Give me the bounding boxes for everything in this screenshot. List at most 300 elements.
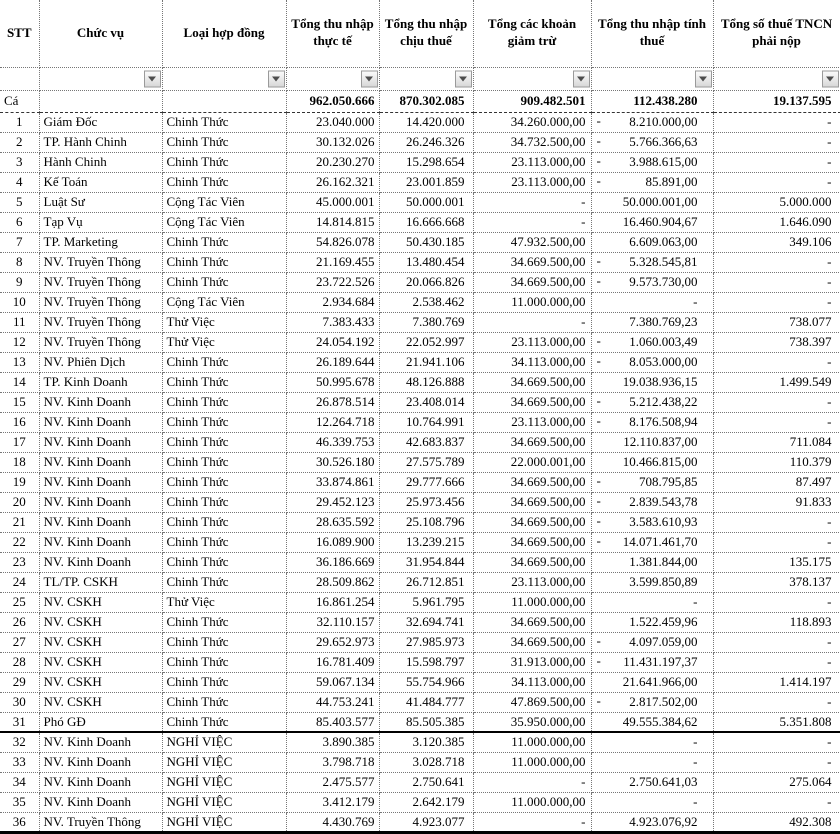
cell-chiu-thue[interactable]: 41.484.777 xyxy=(379,692,473,712)
cell-thuc-te[interactable]: 45.000.001 xyxy=(286,192,379,212)
cell-stt[interactable]: 5 xyxy=(0,192,39,212)
cell-tncn[interactable]: - xyxy=(713,752,840,772)
cell-thuc-te[interactable]: 12.264.718 xyxy=(286,412,379,432)
cell-tncn[interactable]: 378.137 xyxy=(713,572,840,592)
cell-stt[interactable]: 8 xyxy=(0,252,39,272)
cell-thuc-te[interactable]: 14.814.815 xyxy=(286,212,379,232)
cell-tinh-thue[interactable]: 19.038.936,15 xyxy=(591,372,713,392)
cell-chiu-thue[interactable]: 50.430.185 xyxy=(379,232,473,252)
cell-stt[interactable]: 22 xyxy=(0,532,39,552)
cell-stt[interactable]: 9 xyxy=(0,272,39,292)
header-chuc-vu[interactable]: Chức vụ xyxy=(39,0,162,67)
cell-hop-dong[interactable]: Chinh Thức xyxy=(162,392,286,412)
cell-stt[interactable]: 33 xyxy=(0,752,39,772)
header-thu-nhap-tinh-thue[interactable]: Tổng thu nhập tính thuế xyxy=(591,0,713,67)
cell-chuc-vu[interactable]: TP. Marketing xyxy=(39,232,162,252)
total-chiu-thue[interactable]: 870.302.085 xyxy=(379,90,473,112)
cell-stt[interactable]: 21 xyxy=(0,512,39,532)
cell-tncn[interactable]: - xyxy=(713,272,840,292)
cell-tinh-thue[interactable]: - 5.766.366,63 xyxy=(591,132,713,152)
cell-chiu-thue[interactable]: 26.712.851 xyxy=(379,572,473,592)
cell-chiu-thue[interactable]: 32.694.741 xyxy=(379,612,473,632)
cell-tncn[interactable]: 110.379 xyxy=(713,452,840,472)
cell-chuc-vu[interactable]: NV. Truyền Thông xyxy=(39,292,162,312)
cell-hop-dong[interactable]: NGHỈ VIỆC xyxy=(162,772,286,792)
cell-chuc-vu[interactable]: TL/TP. CSKH xyxy=(39,572,162,592)
cell-tinh-thue[interactable]: - 9.573.730,00 xyxy=(591,272,713,292)
cell-chuc-vu[interactable]: NV. Phiên Dịch xyxy=(39,352,162,372)
cell-chuc-vu[interactable]: NV. CSKH xyxy=(39,612,162,632)
header-thu-nhap-chiu-thue[interactable]: Tổng thu nhập chịu thuế xyxy=(379,0,473,67)
cell-hop-dong[interactable]: Chinh Thức xyxy=(162,272,286,292)
cell-giam-tru[interactable]: 23.113.000,00 xyxy=(473,332,591,352)
cell-tinh-thue[interactable]: - 85.891,00 xyxy=(591,172,713,192)
cell-chuc-vu[interactable]: NV. Kinh Doanh xyxy=(39,792,162,812)
cell-giam-tru[interactable]: 34.669.500,00 xyxy=(473,372,591,392)
cell-chuc-vu[interactable]: NV. Kinh Doanh xyxy=(39,512,162,532)
cell-hop-dong[interactable]: Chinh Thức xyxy=(162,512,286,532)
cell-tncn[interactable]: - xyxy=(713,172,840,192)
cell-tinh-thue[interactable]: 1.381.844,00 xyxy=(591,552,713,572)
cell-chiu-thue[interactable]: 20.066.826 xyxy=(379,272,473,292)
cell-stt[interactable]: 4 xyxy=(0,172,39,192)
cell-thuc-te[interactable]: 3.890.385 xyxy=(286,732,379,752)
header-thu-nhap-thuc-te[interactable]: Tổng thu nhập thực tế xyxy=(286,0,379,67)
cell-giam-tru[interactable]: 34.669.500,00 xyxy=(473,612,591,632)
cell-chuc-vu[interactable]: NV. Kinh Doanh xyxy=(39,472,162,492)
cell-tinh-thue[interactable]: - 5.212.438,22 xyxy=(591,392,713,412)
cell-hop-dong[interactable]: Chinh Thức xyxy=(162,132,286,152)
cell-chuc-vu[interactable]: Luật Sư xyxy=(39,192,162,212)
cell-hop-dong[interactable]: Thử Việc xyxy=(162,332,286,352)
total-giam-tru[interactable]: 909.482.501 xyxy=(473,90,591,112)
cell-tncn[interactable]: - xyxy=(713,732,840,752)
cell-chuc-vu[interactable]: NV. Kinh Doanh xyxy=(39,732,162,752)
cell-chiu-thue[interactable]: 26.246.326 xyxy=(379,132,473,152)
cell-tncn[interactable]: - xyxy=(713,412,840,432)
cell-stt[interactable]: 3 xyxy=(0,152,39,172)
cell-chuc-vu[interactable]: NV. Kinh Doanh xyxy=(39,532,162,552)
cell-hop-dong[interactable]: Chinh Thức xyxy=(162,652,286,672)
cell-hop-dong[interactable]: Chinh Thức xyxy=(162,532,286,552)
cell-tinh-thue[interactable]: - 1.060.003,49 xyxy=(591,332,713,352)
cell-stt[interactable]: 28 xyxy=(0,652,39,672)
cell-chiu-thue[interactable]: 10.764.991 xyxy=(379,412,473,432)
cell-thuc-te[interactable]: 23.040.000 xyxy=(286,112,379,132)
cell-hop-dong[interactable]: Chinh Thức xyxy=(162,432,286,452)
cell-giam-tru[interactable]: 34.669.500,00 xyxy=(473,272,591,292)
cell-tinh-thue[interactable]: - xyxy=(591,792,713,812)
cell-tncn[interactable]: - xyxy=(713,132,840,152)
cell-stt[interactable]: 6 xyxy=(0,212,39,232)
cell-tncn[interactable]: 91.833 xyxy=(713,492,840,512)
cell-stt[interactable]: 13 xyxy=(0,352,39,372)
cell-thuc-te[interactable]: 28.509.862 xyxy=(286,572,379,592)
cell-thuc-te[interactable]: 32.110.157 xyxy=(286,612,379,632)
cell-tncn[interactable]: 1.414.197 xyxy=(713,672,840,692)
filter-cell-tncn[interactable] xyxy=(713,67,840,90)
cell-thuc-te[interactable]: 36.186.669 xyxy=(286,552,379,572)
cell-giam-tru[interactable]: 23.113.000,00 xyxy=(473,572,591,592)
cell-tinh-thue[interactable]: 2.750.641,03 xyxy=(591,772,713,792)
filter-dropdown-chiu-thue[interactable] xyxy=(455,70,472,87)
cell-hop-dong[interactable]: Chinh Thức xyxy=(162,492,286,512)
cell-chuc-vu[interactable]: NV. Kinh Doanh xyxy=(39,492,162,512)
cell-stt[interactable]: 7 xyxy=(0,232,39,252)
cell-chiu-thue[interactable]: 16.666.668 xyxy=(379,212,473,232)
cell-hop-dong[interactable]: Chinh Thức xyxy=(162,352,286,372)
cell-chuc-vu[interactable]: TP. Hành Chinh xyxy=(39,132,162,152)
cell-tncn[interactable]: 738.397 xyxy=(713,332,840,352)
cell-tinh-thue[interactable]: 7.380.769,23 xyxy=(591,312,713,332)
cell-thuc-te[interactable]: 7.383.433 xyxy=(286,312,379,332)
cell-chiu-thue[interactable]: 23.408.014 xyxy=(379,392,473,412)
cell-chuc-vu[interactable]: Hành Chinh xyxy=(39,152,162,172)
cell-tinh-thue[interactable]: - 14.071.461,70 xyxy=(591,532,713,552)
cell-thuc-te[interactable]: 4.430.769 xyxy=(286,812,379,832)
cell-tinh-thue[interactable]: - xyxy=(591,592,713,612)
cell-giam-tru[interactable]: 23.113.000,00 xyxy=(473,172,591,192)
cell-tinh-thue[interactable]: - 8.176.508,94 xyxy=(591,412,713,432)
cell-tncn[interactable]: 349.106 xyxy=(713,232,840,252)
cell-tinh-thue[interactable]: - xyxy=(591,732,713,752)
cell-hop-dong[interactable]: NGHỈ VIỆC xyxy=(162,792,286,812)
cell-chiu-thue[interactable]: 2.642.179 xyxy=(379,792,473,812)
cell-chiu-thue[interactable]: 27.985.973 xyxy=(379,632,473,652)
cell-tinh-thue[interactable]: - 8.053.000,00 xyxy=(591,352,713,372)
cell-stt[interactable]: 35 xyxy=(0,792,39,812)
cell-tinh-thue[interactable]: 16.460.904,67 xyxy=(591,212,713,232)
cell-stt[interactable]: 16 xyxy=(0,412,39,432)
cell-hop-dong[interactable]: NGHỈ VIỆC xyxy=(162,732,286,752)
total-thuc-te[interactable]: 962.050.666 xyxy=(286,90,379,112)
cell-chiu-thue[interactable]: 4.923.077 xyxy=(379,812,473,832)
cell-tncn[interactable]: 118.893 xyxy=(713,612,840,632)
cell-tinh-thue[interactable]: 49.555.384,62 xyxy=(591,712,713,732)
cell-chiu-thue[interactable]: 50.000.001 xyxy=(379,192,473,212)
cell-giam-tru[interactable]: 34.669.500,00 xyxy=(473,552,591,572)
cell-tncn[interactable]: - xyxy=(713,632,840,652)
cell-thuc-te[interactable]: 59.067.134 xyxy=(286,672,379,692)
cell-chiu-thue[interactable]: 13.239.215 xyxy=(379,532,473,552)
total-tinh-thue[interactable]: 112.438.280 xyxy=(591,90,713,112)
cell-thuc-te[interactable]: 28.635.592 xyxy=(286,512,379,532)
filter-cell-chiu-thue[interactable] xyxy=(379,67,473,90)
cell-stt[interactable]: 14 xyxy=(0,372,39,392)
cell-giam-tru[interactable]: 34.669.500,00 xyxy=(473,392,591,412)
cell-chiu-thue[interactable]: 85.505.385 xyxy=(379,712,473,732)
cell-thuc-te[interactable]: 54.826.078 xyxy=(286,232,379,252)
cell-stt[interactable]: 30 xyxy=(0,692,39,712)
cell-tncn[interactable]: - xyxy=(713,252,840,272)
cell-thuc-te[interactable]: 24.054.192 xyxy=(286,332,379,352)
cell-chiu-thue[interactable]: 25.108.796 xyxy=(379,512,473,532)
cell-chuc-vu[interactable]: NV. Kinh Doanh xyxy=(39,752,162,772)
cell-giam-tru[interactable]: 34.669.500,00 xyxy=(473,252,591,272)
cell-hop-dong[interactable]: Chinh Thức xyxy=(162,632,286,652)
filter-cell-giam-tru[interactable] xyxy=(473,67,591,90)
cell-stt[interactable]: 15 xyxy=(0,392,39,412)
filter-cell-chuc-vu[interactable] xyxy=(39,67,162,90)
cell-tncn[interactable]: 1.646.090 xyxy=(713,212,840,232)
filter-dropdown-giam-tru[interactable] xyxy=(573,70,590,87)
cell-stt[interactable]: 2 xyxy=(0,132,39,152)
cell-giam-tru[interactable]: 23.113.000,00 xyxy=(473,412,591,432)
cell-stt[interactable]: 27 xyxy=(0,632,39,652)
cell-giam-tru[interactable]: 11.000.000,00 xyxy=(473,792,591,812)
cell-thuc-te[interactable]: 30.526.180 xyxy=(286,452,379,472)
cell-tncn[interactable]: 135.175 xyxy=(713,552,840,572)
cell-tinh-thue[interactable]: - 2.817.502,00 xyxy=(591,692,713,712)
cell-chiu-thue[interactable]: 22.052.997 xyxy=(379,332,473,352)
cell-hop-dong[interactable]: Thử Việc xyxy=(162,312,286,332)
cell-hop-dong[interactable]: Chinh Thức xyxy=(162,572,286,592)
cell-tinh-thue[interactable]: - 4.097.059,00 xyxy=(591,632,713,652)
cell-thuc-te[interactable]: 2.475.577 xyxy=(286,772,379,792)
cell-thuc-te[interactable]: 3.412.179 xyxy=(286,792,379,812)
cell-giam-tru[interactable]: - xyxy=(473,212,591,232)
header-stt[interactable]: STT xyxy=(0,0,39,67)
cell-giam-tru[interactable]: 34.669.500,00 xyxy=(473,532,591,552)
filter-dropdown-thuc-te[interactable] xyxy=(361,70,378,87)
cell-giam-tru[interactable]: 11.000.000,00 xyxy=(473,592,591,612)
cell-chuc-vu[interactable]: Giám Đốc xyxy=(39,112,162,132)
cell-tncn[interactable]: - xyxy=(713,692,840,712)
cell-giam-tru[interactable]: 31.913.000,00 xyxy=(473,652,591,672)
filter-dropdown-loai-hop-dong[interactable] xyxy=(268,70,285,87)
cell-giam-tru[interactable]: 47.932.500,00 xyxy=(473,232,591,252)
cell-hop-dong[interactable]: Chinh Thức xyxy=(162,612,286,632)
cell-stt[interactable]: 24 xyxy=(0,572,39,592)
cell-chiu-thue[interactable]: 25.973.456 xyxy=(379,492,473,512)
cell-tncn[interactable]: - xyxy=(713,352,840,372)
cell-chiu-thue[interactable]: 3.120.385 xyxy=(379,732,473,752)
cell-tncn[interactable]: 738.077 xyxy=(713,312,840,332)
cell-giam-tru[interactable]: 34.669.500,00 xyxy=(473,432,591,452)
cell-giam-tru[interactable]: - xyxy=(473,812,591,832)
cell-tinh-thue[interactable]: 6.609.063,00 xyxy=(591,232,713,252)
cell-tinh-thue[interactable]: - 2.839.543,78 xyxy=(591,492,713,512)
cell-chuc-vu[interactable]: NV. Truyền Thông xyxy=(39,252,162,272)
cell-thuc-te[interactable]: 29.452.123 xyxy=(286,492,379,512)
cell-chiu-thue[interactable]: 21.941.106 xyxy=(379,352,473,372)
cell-stt[interactable]: 31 xyxy=(0,712,39,732)
cell-tncn[interactable]: - xyxy=(713,292,840,312)
cell-chiu-thue[interactable]: 2.538.462 xyxy=(379,292,473,312)
cell-tncn[interactable]: 711.084 xyxy=(713,432,840,452)
filter-dropdown-tncn[interactable] xyxy=(822,70,839,87)
cell-chiu-thue[interactable]: 3.028.718 xyxy=(379,752,473,772)
cell-chuc-vu[interactable]: NV. Kinh Doanh xyxy=(39,552,162,572)
cell-stt[interactable]: 32 xyxy=(0,732,39,752)
filter-cell-tinh-thue[interactable] xyxy=(591,67,713,90)
cell-hop-dong[interactable]: Chinh Thức xyxy=(162,452,286,472)
cell-tinh-thue[interactable]: 4.923.076,92 xyxy=(591,812,713,832)
cell-giam-tru[interactable]: 34.669.500,00 xyxy=(473,512,591,532)
cell-thuc-te[interactable]: 21.169.455 xyxy=(286,252,379,272)
cell-giam-tru[interactable]: 34.113.000,00 xyxy=(473,352,591,372)
cell-giam-tru[interactable]: 34.669.500,00 xyxy=(473,472,591,492)
cell-thuc-te[interactable]: 2.934.684 xyxy=(286,292,379,312)
cell-thuc-te[interactable]: 3.798.718 xyxy=(286,752,379,772)
cell-chiu-thue[interactable]: 5.961.795 xyxy=(379,592,473,612)
cell-tncn[interactable]: 1.499.549 xyxy=(713,372,840,392)
cell-giam-tru[interactable]: 23.113.000,00 xyxy=(473,152,591,172)
cell-stt[interactable]: 26 xyxy=(0,612,39,632)
cell-giam-tru[interactable]: 35.950.000,00 xyxy=(473,712,591,732)
cell-chuc-vu[interactable]: NV. Truyền Thông xyxy=(39,312,162,332)
cell-thuc-te[interactable]: 26.189.644 xyxy=(286,352,379,372)
cell-chuc-vu[interactable]: NV. CSKH xyxy=(39,592,162,612)
cell-chuc-vu[interactable]: NV. Kinh Doanh xyxy=(39,452,162,472)
cell-tinh-thue[interactable]: 1.522.459,96 xyxy=(591,612,713,632)
cell-stt[interactable]: 18 xyxy=(0,452,39,472)
cell-tinh-thue[interactable]: - xyxy=(591,292,713,312)
cell-hop-dong[interactable]: Chinh Thức xyxy=(162,112,286,132)
filter-cell-stt[interactable] xyxy=(0,67,39,90)
cell-hop-dong[interactable]: Chinh Thức xyxy=(162,692,286,712)
total-label[interactable]: Cá xyxy=(0,90,39,112)
cell-tinh-thue[interactable]: - 5.328.545,81 xyxy=(591,252,713,272)
cell-stt[interactable]: 29 xyxy=(0,672,39,692)
cell-giam-tru[interactable]: - xyxy=(473,192,591,212)
cell-tinh-thue[interactable]: 12.110.837,00 xyxy=(591,432,713,452)
cell-thuc-te[interactable]: 26.878.514 xyxy=(286,392,379,412)
cell-chiu-thue[interactable]: 15.298.654 xyxy=(379,152,473,172)
cell-hop-dong[interactable]: Chinh Thức xyxy=(162,252,286,272)
cell-tinh-thue[interactable]: 3.599.850,89 xyxy=(591,572,713,592)
cell-tinh-thue[interactable]: - 708.795,85 xyxy=(591,472,713,492)
cell-chiu-thue[interactable]: 13.480.454 xyxy=(379,252,473,272)
cell-tncn[interactable]: - xyxy=(713,592,840,612)
cell-hop-dong[interactable]: Chinh Thức xyxy=(162,152,286,172)
cell-stt[interactable]: 10 xyxy=(0,292,39,312)
cell-tinh-thue[interactable]: 21.641.966,00 xyxy=(591,672,713,692)
cell-tncn[interactable]: - xyxy=(713,112,840,132)
filter-dropdown-chuc-vu[interactable] xyxy=(144,70,161,87)
cell-thuc-te[interactable]: 26.162.321 xyxy=(286,172,379,192)
cell-chuc-vu[interactable]: NV. Kinh Doanh xyxy=(39,412,162,432)
cell-tinh-thue[interactable]: - 8.210.000,00 xyxy=(591,112,713,132)
cell-stt[interactable]: 11 xyxy=(0,312,39,332)
cell-chiu-thue[interactable]: 29.777.666 xyxy=(379,472,473,492)
cell-chuc-vu[interactable]: NV. Kinh Doanh xyxy=(39,392,162,412)
cell-chiu-thue[interactable]: 15.598.797 xyxy=(379,652,473,672)
cell-thuc-te[interactable]: 29.652.973 xyxy=(286,632,379,652)
cell-tncn[interactable]: 5.000.000 xyxy=(713,192,840,212)
cell-giam-tru[interactable]: 11.000.000,00 xyxy=(473,292,591,312)
header-loai-hop-dong[interactable]: Loại hợp đồng xyxy=(162,0,286,67)
cell-hop-dong[interactable]: Chinh Thức xyxy=(162,672,286,692)
cell-chiu-thue[interactable]: 31.954.844 xyxy=(379,552,473,572)
cell-chuc-vu[interactable]: NV. Kinh Doanh xyxy=(39,772,162,792)
cell-thuc-te[interactable]: 20.230.270 xyxy=(286,152,379,172)
cell-thuc-te[interactable]: 33.874.861 xyxy=(286,472,379,492)
cell-chuc-vu[interactable]: NV. Kinh Doanh xyxy=(39,432,162,452)
cell-tinh-thue[interactable]: - 11.431.197,37 xyxy=(591,652,713,672)
cell-chuc-vu[interactable]: NV. CSKH xyxy=(39,652,162,672)
cell-hop-dong[interactable]: Cộng Tác Viên xyxy=(162,212,286,232)
cell-tinh-thue[interactable]: 10.466.815,00 xyxy=(591,452,713,472)
cell-hop-dong[interactable]: Chinh Thức xyxy=(162,232,286,252)
cell-chiu-thue[interactable]: 55.754.966 xyxy=(379,672,473,692)
cell-tinh-thue[interactable]: 50.000.001,00 xyxy=(591,192,713,212)
cell-hop-dong[interactable]: Thử Việc xyxy=(162,592,286,612)
cell-chiu-thue[interactable]: 42.683.837 xyxy=(379,432,473,452)
cell-stt[interactable]: 25 xyxy=(0,592,39,612)
cell-chiu-thue[interactable]: 48.126.888 xyxy=(379,372,473,392)
cell-giam-tru[interactable]: 47.869.500,00 xyxy=(473,692,591,712)
cell-chuc-vu[interactable]: Phó GĐ xyxy=(39,712,162,732)
header-cac-khoan-giam-tru[interactable]: Tổng các khoản giảm trừ xyxy=(473,0,591,67)
cell-giam-tru[interactable]: 11.000.000,00 xyxy=(473,732,591,752)
cell-hop-dong[interactable]: Cộng Tác Viên xyxy=(162,292,286,312)
cell-giam-tru[interactable]: 22.000.001,00 xyxy=(473,452,591,472)
cell-giam-tru[interactable]: 11.000.000,00 xyxy=(473,752,591,772)
cell-tncn[interactable]: 275.064 xyxy=(713,772,840,792)
total-tncn[interactable]: 19.137.595 xyxy=(713,90,840,112)
cell-stt[interactable]: 12 xyxy=(0,332,39,352)
filter-cell-thuc-te[interactable] xyxy=(286,67,379,90)
cell-tinh-thue[interactable]: - xyxy=(591,752,713,772)
cell-thuc-te[interactable]: 44.753.241 xyxy=(286,692,379,712)
cell-hop-dong[interactable]: Chinh Thức xyxy=(162,412,286,432)
cell-giam-tru[interactable]: - xyxy=(473,312,591,332)
cell-chiu-thue[interactable]: 2.750.641 xyxy=(379,772,473,792)
cell-stt[interactable]: 17 xyxy=(0,432,39,452)
cell-giam-tru[interactable]: 34.260.000,00 xyxy=(473,112,591,132)
cell-tncn[interactable]: - xyxy=(713,512,840,532)
cell-tinh-thue[interactable]: - 3.583.610,93 xyxy=(591,512,713,532)
cell-chuc-vu[interactable]: Tạp Vụ xyxy=(39,212,162,232)
cell-stt[interactable]: 19 xyxy=(0,472,39,492)
cell-tncn[interactable]: 87.497 xyxy=(713,472,840,492)
cell-hop-dong[interactable]: Chinh Thức xyxy=(162,372,286,392)
cell-hop-dong[interactable]: Chinh Thức xyxy=(162,472,286,492)
cell-thuc-te[interactable]: 50.995.678 xyxy=(286,372,379,392)
cell-chiu-thue[interactable]: 23.001.859 xyxy=(379,172,473,192)
cell-chuc-vu[interactable]: TP. Kinh Doanh xyxy=(39,372,162,392)
cell-hop-dong[interactable]: NGHỈ VIỆC xyxy=(162,752,286,772)
cell-tncn[interactable]: - xyxy=(713,792,840,812)
cell-hop-dong[interactable]: Chinh Thức xyxy=(162,712,286,732)
cell-chiu-thue[interactable]: 7.380.769 xyxy=(379,312,473,332)
cell-stt[interactable]: 34 xyxy=(0,772,39,792)
cell-thuc-te[interactable]: 23.722.526 xyxy=(286,272,379,292)
filter-dropdown-tinh-thue[interactable] xyxy=(695,70,712,87)
cell-tncn[interactable]: 5.351.808 xyxy=(713,712,840,732)
cell-thuc-te[interactable]: 30.132.026 xyxy=(286,132,379,152)
cell-giam-tru[interactable]: 34.113.000,00 xyxy=(473,672,591,692)
cell-hop-dong[interactable]: Chinh Thức xyxy=(162,552,286,572)
cell-chuc-vu[interactable]: NV. Truyền Thông xyxy=(39,812,162,832)
cell-chuc-vu[interactable]: Kế Toán xyxy=(39,172,162,192)
cell-tncn[interactable]: - xyxy=(713,532,840,552)
total-empty-chuc-vu[interactable] xyxy=(39,90,162,112)
cell-tinh-thue[interactable]: - 3.988.615,00 xyxy=(591,152,713,172)
cell-chuc-vu[interactable]: NV. Truyền Thông xyxy=(39,332,162,352)
cell-hop-dong[interactable]: NGHỈ VIỆC xyxy=(162,812,286,832)
cell-stt[interactable]: 1 xyxy=(0,112,39,132)
cell-chuc-vu[interactable]: NV. CSKH xyxy=(39,672,162,692)
cell-thuc-te[interactable]: 85.403.577 xyxy=(286,712,379,732)
cell-thuc-te[interactable]: 46.339.753 xyxy=(286,432,379,452)
cell-thuc-te[interactable]: 16.861.254 xyxy=(286,592,379,612)
cell-giam-tru[interactable]: 34.669.500,00 xyxy=(473,492,591,512)
cell-chiu-thue[interactable]: 14.420.000 xyxy=(379,112,473,132)
cell-stt[interactable]: 23 xyxy=(0,552,39,572)
cell-stt[interactable]: 36 xyxy=(0,812,39,832)
